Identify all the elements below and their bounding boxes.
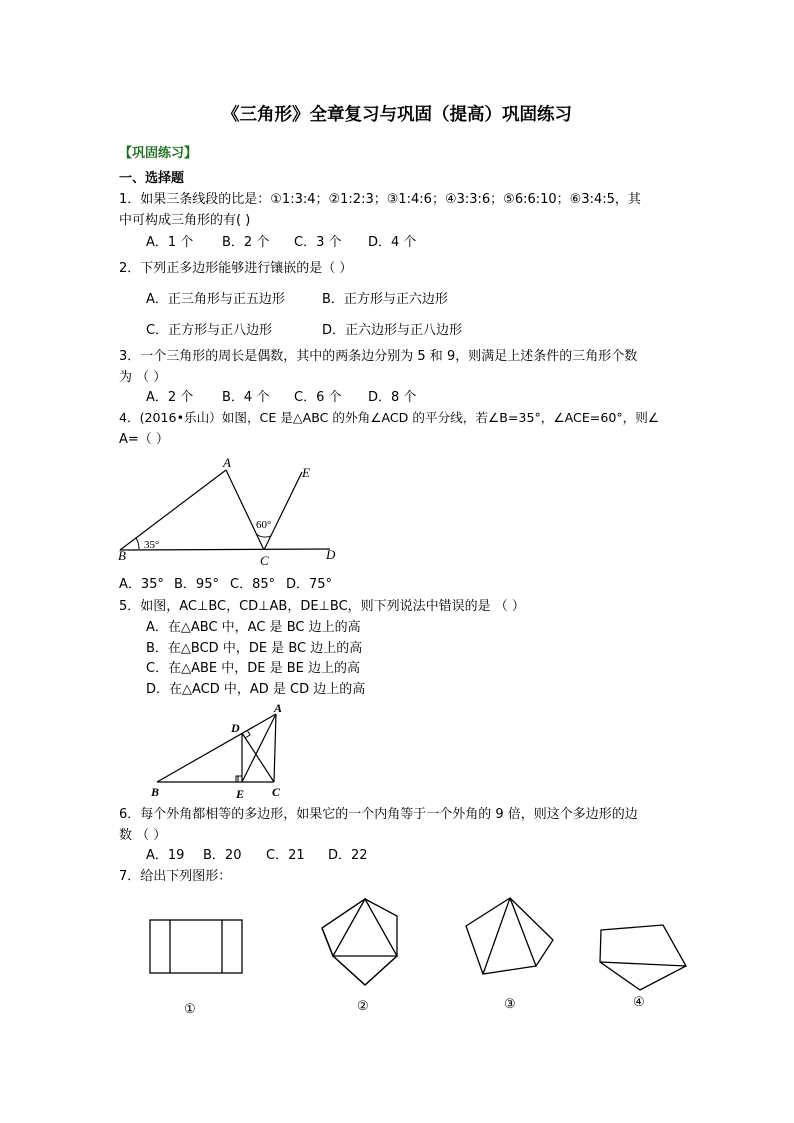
question-4-option-c[interactable]: C．85° <box>230 577 276 592</box>
figure-2-hexagon <box>322 899 397 985</box>
question-6-option-b[interactable]: B．20 <box>203 848 242 863</box>
question-5-option-d[interactable]: D．在△ACD 中，AD 是 CD 边上的高 <box>146 682 366 697</box>
figure-1-rectangle <box>150 920 242 973</box>
label-a: A <box>274 701 283 715</box>
label-d: D <box>231 721 240 735</box>
question-6-line-2: 数 （ ） <box>119 828 167 843</box>
question-7-figures <box>140 892 700 1022</box>
question-6-option-c[interactable]: C．21 <box>266 848 305 863</box>
question-3-option-c[interactable]: C．6 个 <box>294 390 342 405</box>
segment-ba <box>157 714 276 782</box>
question-4-line-2: A=（ ） <box>119 432 169 447</box>
side-ac <box>226 470 264 550</box>
figure-4-label: ④ <box>633 994 645 1009</box>
figure-2-label: ② <box>357 998 369 1013</box>
segment-ac <box>274 714 276 782</box>
label-e: E <box>236 787 245 801</box>
question-3-option-d[interactable]: D．8 个 <box>368 390 417 405</box>
question-6-line-1: 6．每个外角都相等的多边形，如果它的一个内角等于一个外角的 9 倍，则这个多边形的边 <box>119 807 638 822</box>
question-1-option-d[interactable]: D．4 个 <box>368 235 417 250</box>
figure-1-label: ① <box>184 1001 196 1016</box>
question-3-line-1: 3．一个三角形的周长是偶数，其中的两条边分别为 5 和 9，则满足上述条件的三角形个数 <box>119 349 638 364</box>
question-5-figure <box>145 700 295 802</box>
bisector-ce <box>264 472 302 550</box>
question-1-option-c[interactable]: C．3 个 <box>294 235 342 250</box>
angle-b-arc <box>136 538 139 549</box>
question-4-figure <box>110 452 350 570</box>
question-6-option-d[interactable]: D．22 <box>328 848 368 863</box>
question-2-option-c[interactable]: C．正方形与正八边形 <box>146 323 273 338</box>
question-5-option-c[interactable]: C．在△ABE 中，DE 是 BE 边上的高 <box>146 661 360 676</box>
figure-3-pentagon <box>466 898 553 974</box>
question-7-line-1: 7．给出下列图形： <box>119 869 232 884</box>
question-5-line-1: 5．如图，AC⊥BC，CD⊥AB，DE⊥BC，则下列说法中错误的是 （ ） <box>119 599 525 614</box>
question-6-option-a[interactable]: A．19 <box>146 848 185 863</box>
question-3-line-2: 为 （ ） <box>119 370 167 385</box>
question-4-option-b[interactable]: B．95° <box>174 577 219 592</box>
angle-c-label: 60° <box>256 519 272 531</box>
label-b: B <box>151 785 160 799</box>
side-ab <box>120 470 226 550</box>
question-5-option-a[interactable]: A．在△ABC 中，AC 是 BC 边上的高 <box>146 620 361 635</box>
question-2-option-d[interactable]: D．正六边形与正八边形 <box>322 323 463 338</box>
question-3-option-b[interactable]: B．4 个 <box>222 390 270 405</box>
label-d: D <box>326 547 336 562</box>
figure-4-pentagon <box>600 925 686 990</box>
part-heading: 一、选择题 <box>119 171 185 186</box>
question-1-line-1: 1．如果三条线段的比是：①1:3:4；②1:2:3；③1:4:6；④3:3:6；⑤6:6:10；⑥3:4:5，其 <box>119 192 641 207</box>
question-1-line-2: 中可构成三角形的有( ) <box>119 213 251 228</box>
question-4-option-a[interactable]: A．35° <box>119 577 164 592</box>
question-2-option-a[interactable]: A．正三角形与正五边形 <box>146 292 285 307</box>
section-tag: 【巩固练习】 <box>119 146 198 161</box>
label-b: B <box>118 548 126 563</box>
question-4-line-1: 4．(2016•乐山）如图，CE 是△ABC 的外角∠ACD 的平分线，若∠B=35°，∠ACE=60°，则∠ <box>119 410 660 425</box>
label-a: A <box>223 455 231 470</box>
label-c: C <box>260 553 269 568</box>
angle-b-label: 35° <box>144 539 160 551</box>
question-1-option-a[interactable]: A．1 个 <box>146 235 194 250</box>
page-title: 《三角形》全章复习与巩固（提高）巩固练习 <box>222 105 572 125</box>
question-5-option-b[interactable]: B．在△BCD 中，DE 是 BC 边上的高 <box>146 641 363 656</box>
question-2-line-1: 2．下列正多边形能够进行镶嵌的是（ ） <box>119 261 353 276</box>
question-1-option-b[interactable]: B．2 个 <box>222 235 270 250</box>
segment-cd <box>242 733 274 782</box>
label-c: C <box>272 785 281 799</box>
question-4-option-d[interactable]: D．75° <box>286 577 333 592</box>
question-3-option-a[interactable]: A．2 个 <box>146 390 194 405</box>
question-2-option-b[interactable]: B．正方形与正六边形 <box>322 292 448 307</box>
right-angle-e-box <box>236 776 242 782</box>
label-e: E <box>302 465 310 480</box>
figure-3-label: ③ <box>504 996 516 1011</box>
